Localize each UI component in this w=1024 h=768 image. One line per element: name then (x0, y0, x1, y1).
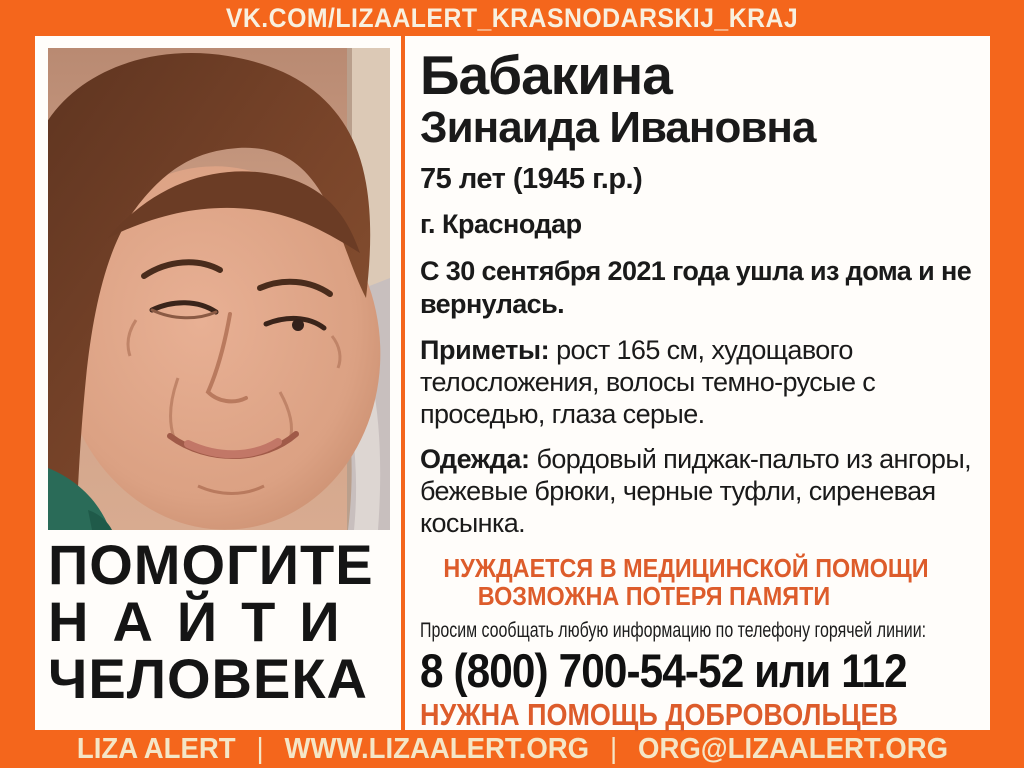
help-line-2: НАЙТИ (48, 590, 364, 653)
email-link[interactable]: ORG@LIZAALERT.ORG (637, 732, 948, 765)
clothes-label: Одежда: (420, 444, 530, 474)
portrait-illustration (48, 48, 390, 530)
memory-loss-alert: ВОЗМОЖНА ПОТЕРЯ ПАМЯТИ (477, 581, 831, 611)
footer-bar (0, 730, 1024, 768)
column-divider (401, 36, 405, 730)
clothes-paragraph (420, 443, 976, 539)
help-line-3: ЧЕЛОВЕКА (48, 647, 368, 710)
vk-link-bar (0, 0, 1024, 36)
signs-paragraph (420, 334, 976, 430)
person-age: 75 лет (1945 г.р.) (420, 163, 643, 195)
person-details-column (420, 36, 980, 730)
volunteers-needed-alert: НУЖНА ПОМОЩЬ ДОБРОВОЛЬЦЕВ (420, 697, 899, 732)
hotline-phone-number: 8 (800) 700-54-52 или 112 (420, 644, 907, 697)
person-city: г. Краснодар (420, 209, 582, 239)
brand-name: LIZA ALERT (76, 732, 236, 765)
disappearance-circumstances: С 30 сентября 2021 года ушла из дома и не вернулась. (420, 256, 972, 319)
help-find-person-banner (48, 533, 398, 710)
poster-content (35, 36, 990, 730)
hotline-intro-text: Просим сообщать любую информацию по телефону горячей линии: (420, 619, 927, 642)
help-line-1: ПОМОГИТЕ (48, 533, 374, 596)
signs-text: рост 165 см, худощавого телосложения, волосы темно-русые с проседью, глаза серые. (420, 335, 876, 429)
vk-group-link[interactable]: VK.COM/LIZAALERT_KRASNODARSKIJ_KRAJ (225, 2, 799, 33)
medical-help-alert: НУЖДАЕТСЯ В МЕДИЦИНСКОЙ ПОМОЩИ (443, 553, 929, 583)
person-last-name: Бабакина (420, 44, 672, 106)
alert-block (420, 553, 929, 732)
footer-links (76, 733, 947, 766)
clothes-text: бордовый пиджак-пальто из ангоры, бежевые брюки, черные туфли, сиреневая косынка. (420, 444, 972, 538)
missing-person-photo (48, 48, 390, 530)
footer-separator: | (255, 732, 264, 765)
footer-separator: | (609, 732, 617, 765)
signs-label: Приметы: (420, 335, 550, 365)
website-link[interactable]: WWW.LIZAALERT.ORG (284, 732, 589, 765)
person-first-middle-name: Зинаида Ивановна (420, 103, 816, 152)
